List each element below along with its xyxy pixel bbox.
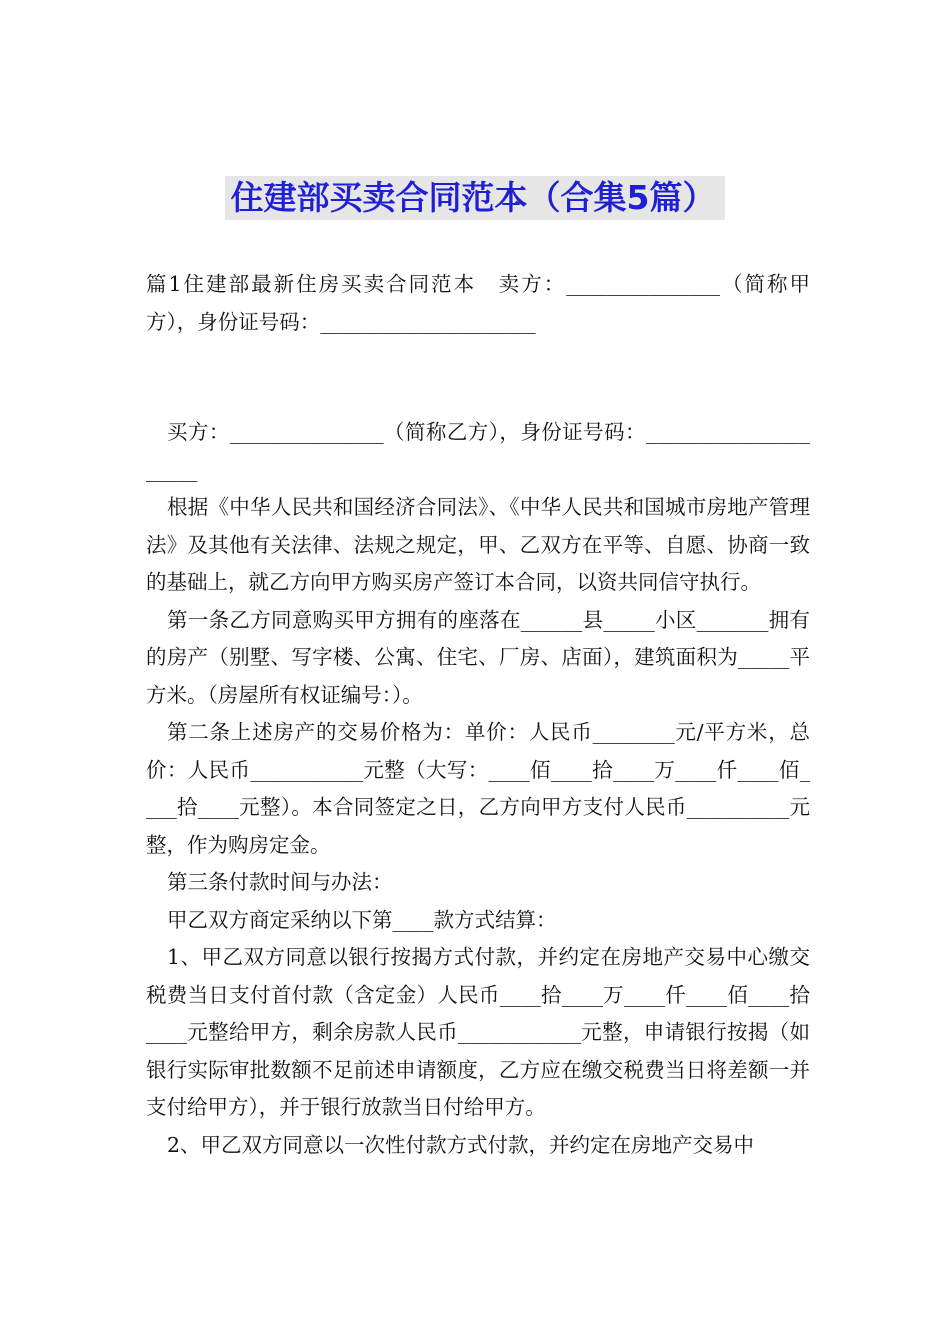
document-title: 住建部买卖合同范本（合集5篇）	[225, 176, 726, 220]
paragraph-article-1: 第一条乙方同意购买甲方拥有的座落在______县_____小区_______拥有的房产（别墅、写字楼、公寓、住宅、厂房、店面），建筑面积为_____平方米。（房屋所有权证编号：）。	[146, 607, 810, 707]
paragraph-option-2: 2、甲乙双方同意以一次性付款方式付款，并约定在房地产交易中	[167, 1132, 755, 1157]
paragraph-buyer-info: 买方：_______________（简称乙方），身份证号码：_____________________	[146, 420, 810, 482]
paragraph-article-3: 第三条付款时间与办法：	[167, 870, 393, 894]
document-body	[146, 266, 810, 1164]
paragraph-article-2: 第二条上述房产的交易价格为：单价：人民币________元/平方米，总价：人民币___________元整（大写：____佰____拾____万____仟____佰____拾____元整）。本合同签定之日，乙方向甲方支付人民币__________元整，作为购房定金。	[146, 720, 810, 857]
paragraph-seller-info: 篇1住建部最新住房买卖合同范本 卖方：_______________（简称甲方），身份证号码：_____________________	[146, 272, 810, 334]
paragraph-option-1: 1、甲乙双方同意以银行按揭方式付款，并约定在房地产交易中心缴交税费当日支付首付款（含定金）人民币____拾____万____仟____佰____拾____元整给甲方，剩余房款人民币____________元整，申请银行按揭（如银行实际审批数额不足前述申请额度，乙方应在缴交税费当日将差额一并支付给甲方），并于银行放款当日付给甲方。	[146, 945, 810, 1119]
paragraph-gap	[146, 341, 810, 414]
paragraph-settlement-method: 甲乙双方商定采纳以下第____款方式结算：	[167, 907, 557, 932]
title-container	[0, 176, 950, 220]
paragraph-legal-basis: 根据《中华人民共和国经济合同法》、《中华人民共和国城市房地产管理法》及其他有关法律、法规之规定，甲、乙双方在平等、自愿、协商一致的基础上，就乙方向甲方购买房产签订本合同，以资共同信守执行。	[146, 495, 810, 594]
